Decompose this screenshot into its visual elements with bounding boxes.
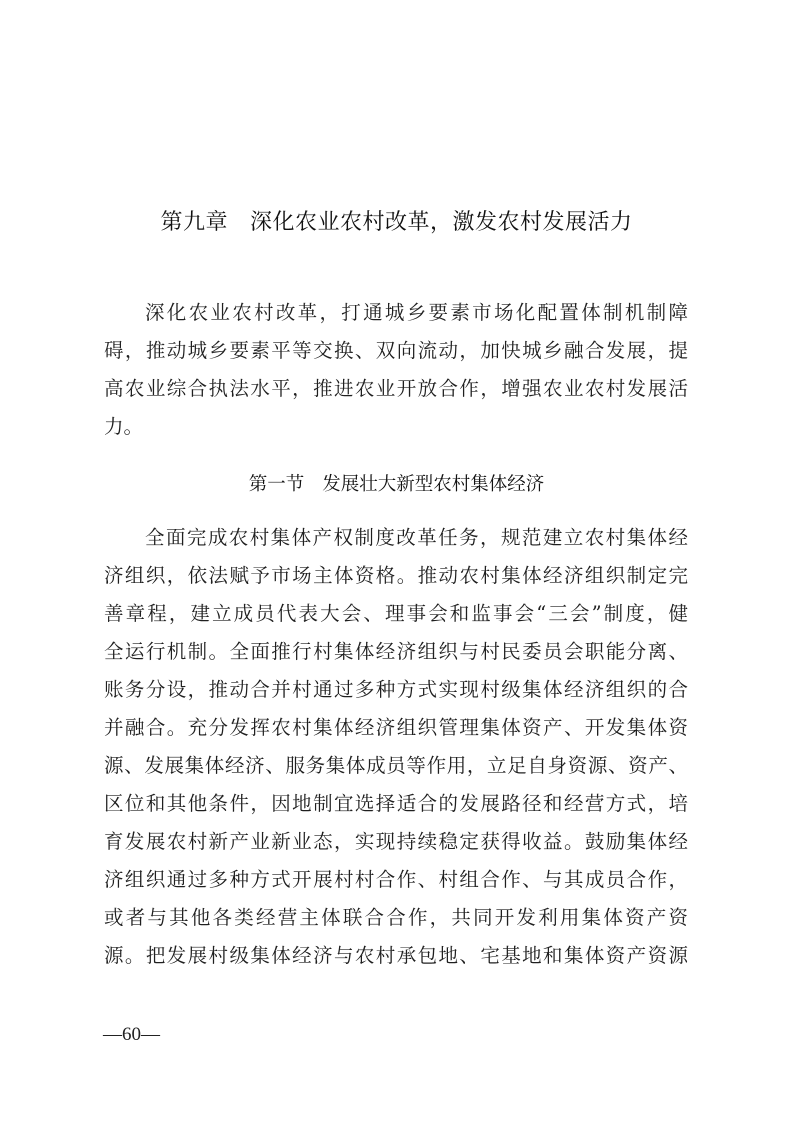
section-number: 第一节: [248, 474, 305, 495]
paragraph-line: 源、发展集体经济、服务集体成员等作用，立足自身资源、资产、: [104, 754, 688, 777]
chapter-title-text: 深化农业农村改革，激发农村发展活力: [250, 210, 633, 235]
paragraph-line: 或者与其他各类经营主体联合合作，共同开发利用集体资产资: [104, 906, 688, 929]
paragraph-line: 全运行机制。全面推行村集体经济组织与村民委员会职能分离、: [104, 640, 688, 663]
intro-paragraph: [104, 294, 688, 446]
paragraph-line: 高农业综合执法水平，推进农业开放合作，增强农业农村发展活: [104, 377, 688, 400]
chapter-number: 第九章: [160, 210, 228, 235]
paragraph-line: 全面完成农村集体产权制度改革任务，规范建立农村集体经: [145, 526, 688, 549]
paragraph-line: 育发展农村新产业新业态，实现持续稳定获得收益。鼓励集体经: [104, 830, 688, 853]
paragraph-line: 济组织通过多种方式开展村村合作、村组合作、与其成员合作，: [104, 868, 688, 891]
paragraph-line: 碍，推动城乡要素平等交换、双向流动，加快城乡融合发展，提: [104, 339, 688, 362]
paragraph-line: 善章程，建立成员代表大会、理事会和监事会“三会”制度，健: [104, 602, 688, 625]
paragraph-line: 深化农业农村改革，打通城乡要素市场化配置体制机制障: [145, 301, 688, 324]
paragraph-line: 力。: [104, 415, 144, 438]
paragraph-line: 区位和其他条件，因地制宜选择适合的发展路径和经营方式，培: [104, 792, 688, 815]
paragraph-line: 并融合。充分发挥农村集体经济组织管理集体资产、开发集体资: [104, 716, 688, 739]
section-title-text: 发展壮大新型农村集体经济: [322, 474, 545, 495]
chapter-heading: [0, 205, 793, 236]
paragraph-line: 账务分设，推动合并村通过多种方式实现村级集体经济组织的合: [104, 678, 688, 701]
section-heading: [0, 470, 793, 496]
page-number: —60—: [103, 1024, 160, 1045]
paragraph-line: 源。把发展村级集体经济与农村承包地、宅基地和集体资产资源: [104, 944, 688, 967]
section-paragraph: [104, 519, 688, 975]
paragraph-line: 济组织，依法赋予市场主体资格。推动农村集体经济组织制定完: [104, 564, 688, 587]
